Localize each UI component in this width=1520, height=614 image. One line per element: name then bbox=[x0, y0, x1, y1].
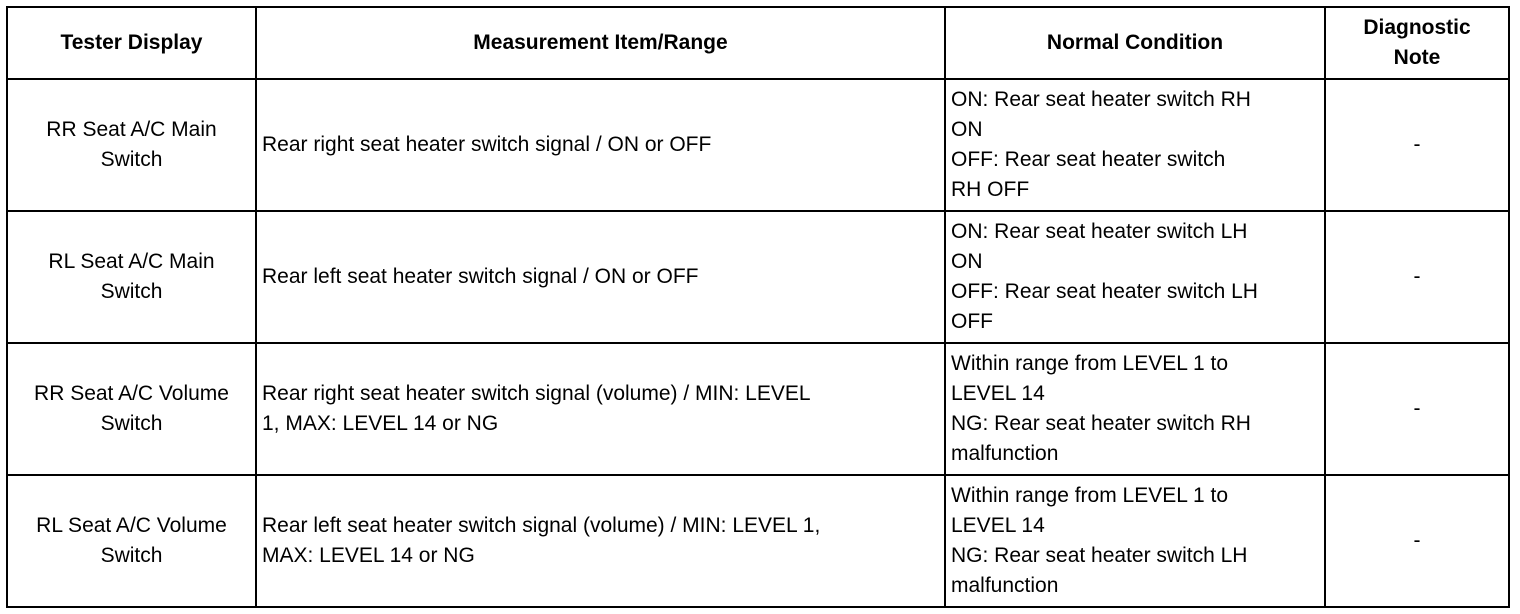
diagnostic-data-table bbox=[6, 6, 1510, 608]
tester-display-line2: Switch bbox=[100, 412, 163, 435]
normal-condition-cell bbox=[945, 211, 1325, 343]
measurement-line1: Rear left seat heater switch signal (volume) / MIN: LEVEL 1, bbox=[262, 514, 821, 537]
normal-condition-line: OFF: Rear seat heater switch LH bbox=[951, 280, 1258, 303]
tester-display-line1: RL Seat A/C Main bbox=[48, 250, 215, 273]
diagnostic-note-cell: - bbox=[1325, 79, 1509, 211]
normal-condition-line: NG: Rear seat heater switch RH bbox=[951, 412, 1251, 435]
normal-condition-line: NG: Rear seat heater switch LH bbox=[951, 544, 1248, 567]
header-diagnostic-note bbox=[1325, 7, 1509, 79]
tester-display-cell bbox=[7, 211, 256, 343]
diagnostic-note-cell: - bbox=[1325, 211, 1509, 343]
tester-display-cell bbox=[7, 79, 256, 211]
tester-display-line2: Switch bbox=[100, 280, 163, 303]
normal-condition-line: Within range from LEVEL 1 to bbox=[951, 484, 1229, 507]
normal-condition-line: RH OFF bbox=[951, 178, 1030, 201]
table-header-row bbox=[7, 7, 1509, 79]
normal-condition-line: LEVEL 14 bbox=[951, 382, 1045, 405]
table-row bbox=[7, 211, 1509, 343]
normal-condition-line: ON: Rear seat heater switch RH bbox=[951, 88, 1251, 111]
tester-display-line1: RL Seat A/C Volume bbox=[36, 514, 227, 537]
measurement-line2: 1, MAX: LEVEL 14 or NG bbox=[262, 412, 499, 435]
table-row bbox=[7, 475, 1509, 607]
header-tester-display: Tester Display bbox=[7, 7, 256, 79]
table-row bbox=[7, 343, 1509, 475]
tester-display-line1: RR Seat A/C Volume bbox=[34, 382, 229, 405]
tester-display-cell bbox=[7, 343, 256, 475]
normal-condition-line: malfunction bbox=[951, 574, 1059, 597]
measurement-line2: MAX: LEVEL 14 or NG bbox=[262, 544, 475, 567]
header-measurement-item: Measurement Item/Range bbox=[256, 7, 945, 79]
normal-condition-line: Within range from LEVEL 1 to bbox=[951, 352, 1229, 375]
header-diagnostic-note-line1: Diagnostic bbox=[1363, 16, 1471, 39]
normal-condition-cell bbox=[945, 343, 1325, 475]
normal-condition-cell bbox=[945, 475, 1325, 607]
normal-condition-line: LEVEL 14 bbox=[951, 514, 1045, 537]
table-row bbox=[7, 79, 1509, 211]
measurement-cell: Rear left seat heater switch signal / ON or OFF bbox=[256, 211, 945, 343]
diagnostic-note-cell: - bbox=[1325, 343, 1509, 475]
diagnostic-note-cell: - bbox=[1325, 475, 1509, 607]
normal-condition-cell bbox=[945, 79, 1325, 211]
normal-condition-line: malfunction bbox=[951, 442, 1059, 465]
tester-display-line1: RR Seat A/C Main bbox=[46, 118, 217, 141]
normal-condition-line: OFF bbox=[951, 310, 993, 333]
tester-display-line2: Switch bbox=[100, 544, 163, 567]
measurement-cell bbox=[256, 343, 945, 475]
header-normal-condition: Normal Condition bbox=[945, 7, 1325, 79]
measurement-line1: Rear right seat heater switch signal (volume) / MIN: LEVEL bbox=[262, 382, 811, 405]
tester-display-line2: Switch bbox=[100, 148, 163, 171]
normal-condition-line: OFF: Rear seat heater switch bbox=[951, 148, 1226, 171]
header-diagnostic-note-line2: Note bbox=[1393, 46, 1441, 69]
normal-condition-line: ON bbox=[951, 250, 983, 273]
normal-condition-line: ON bbox=[951, 118, 983, 141]
normal-condition-line: ON: Rear seat heater switch LH bbox=[951, 220, 1248, 243]
tester-display-cell bbox=[7, 475, 256, 607]
measurement-cell: Rear right seat heater switch signal / ON or OFF bbox=[256, 79, 945, 211]
measurement-cell bbox=[256, 475, 945, 607]
